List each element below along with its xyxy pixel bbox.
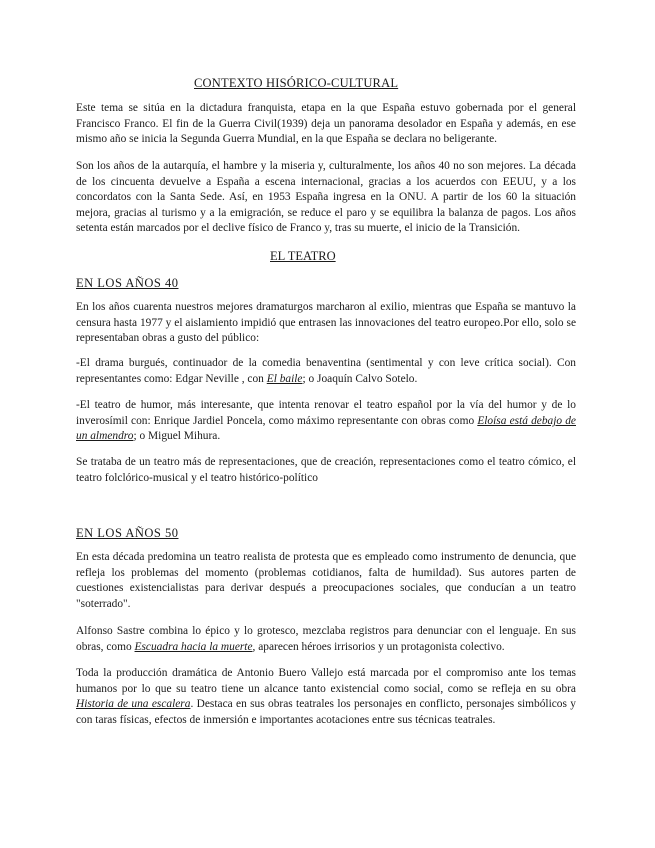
paragraph-text: -El drama burgués, continuador de la comedia benaventina (sentimental y con leve crítica social). Con representantes como: Edgar Neville , con: [76, 357, 576, 385]
paragraph-text: Toda la producción dramática de Antonio Buero Vallejo está marcada por el compromiso ante los temas humanos por lo que su teatro tiene un alcance tanto existencial como social, como se refleja en su obra: [76, 667, 576, 695]
paragraph-text: ; o Joaquín Calvo Sotelo.: [302, 372, 418, 385]
section-title-teatro: EL TEATRO: [270, 249, 336, 263]
paragraph-text: . Destaca en sus obras teatrales los personajes en conflicto, personajes simbólicos y con taras físicas, efectos de inmersión e importantes acotaciones entre sus técnicas teatrales.: [76, 698, 576, 726]
anos-50-paragraph-2: [76, 624, 576, 655]
anos-40-paragraph-2: [76, 356, 576, 387]
heading-anos-40: EN LOS AÑOS 40: [76, 276, 179, 290]
anos-40-paragraph-1: En los años cuarenta nuestros mejores dramaturgos marcharon al exilio, mientras que España se mantuvo la censura hasta 1977 y el aislamiento impidió que entrasen las innovaciones del teatro europeo.Por ello, solo se representaban obras a gusto del público:: [76, 301, 576, 345]
paragraph-text: ; o Miguel Mihura.: [133, 430, 221, 443]
heading-anos-50: EN LOS AÑOS 50: [76, 526, 179, 540]
document-title: CONTEXTO HISÓRICO-CULTURAL: [194, 76, 399, 90]
anos-40-paragraph-3: [76, 398, 576, 445]
anos-50-paragraph-1: En esta década predomina un teatro realista de protesta que es empleado como instrumento de denuncia, que refleja los problemas del momento (problemas cotidianos, falta de humildad). Sus autores parten de cuestiones existencialistas para derivar después a preocupaciones sociales, que conducían a un teatro "soterrado".: [76, 551, 576, 610]
paragraph-text: -El teatro de humor, más interesante, que intenta renovar el teatro español por la vía del humor y de lo inverosímil con: Enrique Jardiel Poncela, como máximo representante con obras como: [76, 399, 576, 427]
work-title-eloisa: Eloísa está debajo de un almendro: [76, 414, 576, 443]
work-title-el-baile: El baile: [266, 372, 303, 385]
intro-paragraph-2: Son los años de la autarquía, el hambre y la miseria y, culturalmente, los años 40 no son mejores. La década de los cincuenta devuelve a España a escena internacional, gracias a los acuerdos con EEUU, y a los concordatos con la Santa Sede. Así, en 1953 España ingresa en la ONU. A partir de los 60 la situación mejora, gracias al turismo y a la emigración, se reduce el paro y se equilibra la balanza de pagos. Los años setenta están marcados por el declive físico de Franco y, tras su muerte, el inicio de la Transición.: [76, 160, 576, 235]
intro-paragraph-1: Este tema se sitúa en la dictadura franquista, etapa en la que España estuvo gobernada por el general Francisco Franco. El fin de la Guerra Civil(1939) deja un panorama desolador en España y además, en ese mismo año se inicia la Segunda Guerra Mundial, en la que España se declara no beligerante.: [76, 102, 576, 146]
paragraph-text: , aparecen héroes irrisorios y un protagonista colectivo.: [252, 640, 505, 653]
work-title-historia-escalera: Historia de una escalera: [76, 698, 191, 711]
paragraph-text: Alfonso Sastre combina lo épico y lo grotesco, mezclaba registros para denunciar con el lenguaje. En sus obras, como: [76, 625, 576, 653]
anos-40-paragraph-4: Se trataba de un teatro más de representaciones, que de creación, representaciones como el teatro cómico, el teatro folclórico-musical y el teatro histórico-político: [76, 456, 576, 484]
work-title-escuadra: Escuadra hacia la muerte: [134, 640, 253, 653]
anos-50-paragraph-3: [76, 666, 576, 728]
